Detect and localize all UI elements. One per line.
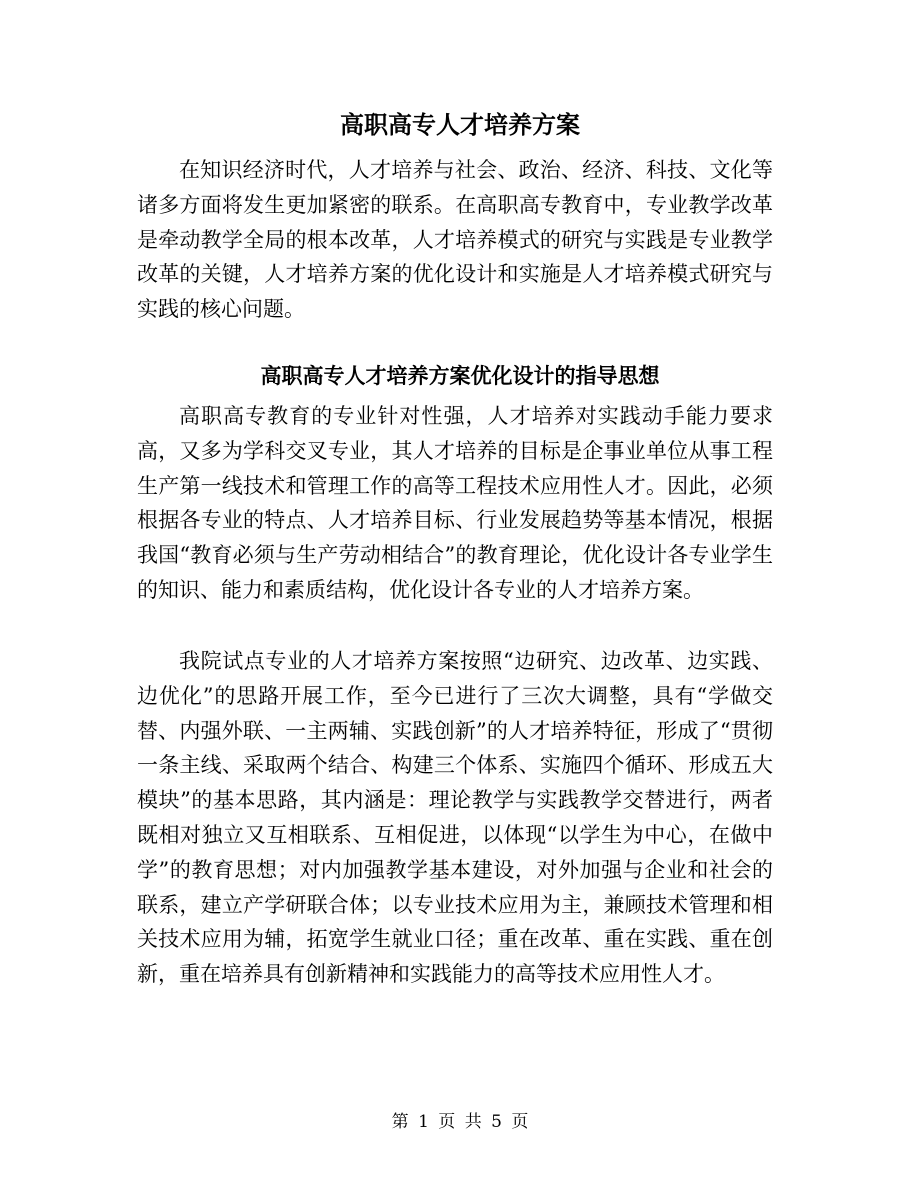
guiding-paragraph: 高职高专教育的专业针对性强，人才培养对实践动手能力要求高，又多为学科交叉专业，其人才培养的目标是企事业单位从事工程生产第一线技术和管理工作的高等工程技术应用性人才。因此，必须根据各专业的特点、人才培养目标、行业发展趋势等基本情况，根据我国“教育必须与生产劳动相结合”的教育理论，优化设计各专业学生的知识、能力和素质结构，优化设计各专业的人才培养方案。 xyxy=(137,404,773,602)
section-heading: 高职高专人才培养方案优化设计的指导思想 xyxy=(260,363,660,388)
page-number: 第 1 页 共 5 页 xyxy=(391,1112,529,1132)
document-title: 高职高专人才培养方案 xyxy=(340,110,580,139)
intro-paragraph: 在知识经济时代，人才培养与社会、政治、经济、科技、文化等诸多方面将发生更加紧密的联系。在高职高专教育中，专业教学改革是牵动教学全局的根本改革，人才培养模式的研究与实践是专业教学改革的关键，人才培养方案的优化设计和实施是人才培养模式研究与实践的核心问题。 xyxy=(137,158,773,322)
pilot-paragraph: 我院试点专业的人才培养方案按照“边研究、边改革、边实践、边优化”的思路开展工作，至今已进行了三次大调整，具有“学做交替、内强外联、一主两辅、实践创新”的人才培养特征，形成了“贯彻一条主线、采取两个结合、构建三个体系、实施四个循环、形成五大模块”的基本思路，其内涵是：理论教学与实践教学交替进行，两者既相对独立又互相联系、互相促进，以体现“以学生为中心，在做中学”的教育思想；对内加强教学基本建设，对外加强与企业和社会的联系，建立产学研联合体；以专业技术应用为主，兼顾技术管理和相关技术应用为辅，拓宽学生就业口径；重在改革、重在实践、重在创新，重在培养具有创新精神和实践能力的高等技术应用性人才。 xyxy=(137,649,773,987)
